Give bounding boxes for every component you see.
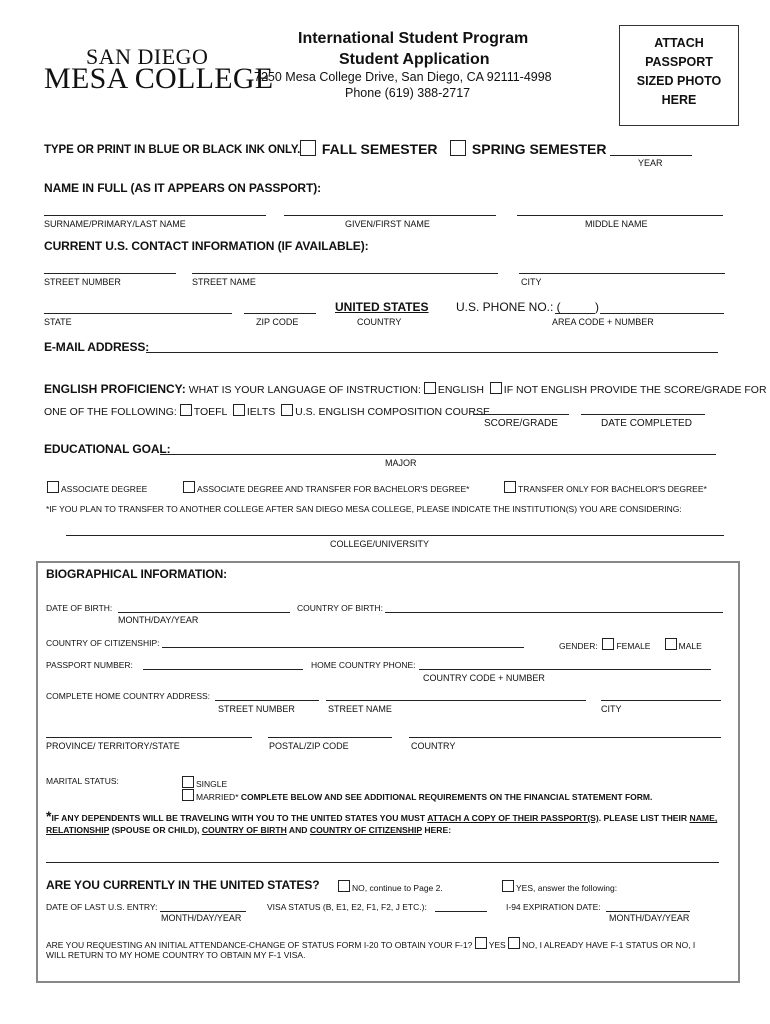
dependents-text-c: . PLEASE LIST THEIR	[598, 813, 690, 823]
college-phone: Phone (619) 388-2717	[345, 86, 471, 100]
single-label: SINGLE	[196, 779, 228, 789]
postal-caption: POSTAL/ZIP CODE	[269, 741, 349, 751]
i20-question: ARE YOU REQUESTING AN INITIAL ATTENDANCE-CHANGE OF STATUS FORM I-20 TO OBTAIN YOUR F-1?	[46, 940, 473, 950]
dependents-instruction	[46, 808, 717, 824]
us-area-code-field[interactable]	[555, 313, 595, 314]
associate-checkbox[interactable]	[47, 481, 59, 493]
not-english-checkbox[interactable]	[490, 382, 502, 394]
college-caption: COLLEGE/UNIVERSITY	[330, 539, 430, 549]
english-line2: ONE OF THE FOLLOWING:	[44, 406, 177, 418]
male-label: MALE	[678, 641, 702, 651]
us-phone-label: U.S. PHONE NO.: (	[456, 300, 561, 314]
passport-field[interactable]	[143, 669, 303, 670]
goal-heading: EDUCATIONAL GOAL:	[44, 442, 171, 456]
married-option[interactable]	[182, 789, 652, 802]
score-caption: SCORE/GRADE	[484, 418, 558, 429]
photo-box-line3: SIZED PHOTO	[636, 74, 722, 88]
province-caption: PROVINCE/ TERRITORY/STATE	[46, 741, 180, 751]
single-checkbox[interactable]	[182, 776, 194, 788]
transfer-only-label: TRANSFER ONLY FOR BACHELOR'S DEGREE*	[518, 484, 707, 494]
surname-caption: SURNAME/PRIMARY/LAST NAME	[44, 219, 186, 229]
composition-label: U.S. ENGLISH COMPOSITION COURSE	[295, 406, 490, 418]
major-caption: MAJOR	[385, 458, 417, 468]
in-us-question: ARE YOU CURRENTLY IN THE UNITED STATES?	[46, 878, 320, 892]
i20-row	[46, 937, 695, 950]
contact-heading: CURRENT U.S. CONTACT INFORMATION (IF AVAILABLE):	[44, 239, 369, 253]
composition-checkbox[interactable]	[281, 404, 293, 416]
i94-field[interactable]	[606, 911, 690, 912]
english-heading: ENGLISH PROFICIENCY:	[44, 382, 186, 396]
date-completed-caption: DATE COMPLETED	[601, 418, 692, 429]
last-entry-field[interactable]	[160, 911, 246, 912]
dependents-star: *	[46, 808, 52, 824]
home-city-caption: CITY	[601, 704, 622, 714]
single-option[interactable]	[182, 776, 227, 789]
logo-mesa-college: MESA COLLEGE	[44, 62, 274, 95]
assoc-transfer-checkbox[interactable]	[183, 481, 195, 493]
citizenship-field[interactable]	[162, 647, 524, 648]
male-checkbox[interactable]	[665, 638, 677, 650]
us-zip-caption: ZIP CODE	[256, 317, 299, 327]
fall-semester-checkbox[interactable]	[300, 140, 316, 156]
dependents-text-f: (SPOUSE OR CHILD),	[109, 825, 202, 835]
transfer-only-checkbox[interactable]	[504, 481, 516, 493]
i20-no-label: NO, I ALREADY HAVE F-1 STATUS OR NO, I	[522, 940, 696, 950]
us-phone-paren: )	[595, 300, 599, 314]
email-label: E-MAIL ADDRESS:	[44, 340, 150, 354]
toefl-checkbox[interactable]	[180, 404, 192, 416]
postal-field[interactable]	[268, 737, 392, 738]
visa-field[interactable]	[435, 911, 487, 912]
us-city-field[interactable]	[519, 273, 725, 274]
ielts-checkbox[interactable]	[233, 404, 245, 416]
photo-box[interactable]	[619, 25, 739, 126]
home-phone-label: HOME COUNTRY PHONE:	[311, 660, 416, 670]
dependents-text-j: HERE:	[421, 825, 452, 835]
dependents-instruction-line2	[46, 825, 451, 835]
spring-semester-label: SPRING SEMESTER	[471, 141, 607, 157]
home-street-name-field[interactable]	[326, 700, 586, 701]
fall-semester-label: FALL SEMESTER	[321, 141, 438, 157]
married-note: COMPLETE BELOW AND SEE ADDITIONAL REQUIREMENTS ON THE FINANCIAL STATEMENT FORM.	[240, 792, 653, 802]
year-field[interactable]	[610, 155, 692, 156]
photo-box-line4: HERE	[661, 93, 697, 107]
province-field[interactable]	[46, 737, 252, 738]
cob-field[interactable]	[385, 612, 723, 613]
home-phone-caption: COUNTRY CODE + NUMBER	[423, 673, 545, 683]
associate-option[interactable]	[47, 481, 147, 494]
transfer-only-option[interactable]	[504, 481, 707, 494]
dependents-field[interactable]	[46, 862, 719, 863]
dependents-text-d: NAME,	[689, 813, 718, 823]
us-city-caption: CITY	[521, 277, 542, 287]
home-street-number-caption: STREET NUMBER	[218, 704, 295, 714]
i94-label: I-94 EXPIRATION DATE:	[506, 902, 601, 912]
home-address-label: COMPLETE HOME COUNTRY ADDRESS:	[46, 691, 211, 701]
home-street-name-caption: STREET NAME	[328, 704, 392, 714]
given-name-caption: GIVEN/FIRST NAME	[345, 219, 430, 229]
transfer-note: *IF YOU PLAN TO TRANSFER TO ANOTHER COLLEGE AFTER SAN DIEGO MESA COLLEGE, PLEASE INDICATE THE INSTITUTION(S) YOU ARE CONSIDERING:	[46, 504, 682, 514]
ink-instruction: TYPE OR PRINT IN BLUE OR BLACK INK ONLY.	[44, 144, 301, 156]
us-phone-number-field[interactable]	[600, 313, 724, 314]
female-checkbox[interactable]	[602, 638, 614, 650]
in-us-no-checkbox[interactable]	[338, 880, 350, 892]
visa-label: VISA STATUS (B, E1, E2, F1, F2, J ETC.):	[267, 902, 427, 912]
major-field[interactable]	[160, 454, 716, 455]
dependents-text-i: COUNTRY OF CITIZENSHIP	[309, 825, 422, 835]
home-phone-field[interactable]	[419, 669, 711, 670]
date-completed-field[interactable]	[581, 414, 705, 415]
passport-label: PASSPORT NUMBER:	[46, 660, 133, 670]
form-title: International Student Program	[298, 30, 529, 47]
marital-label: MARITAL STATUS:	[46, 776, 119, 786]
us-street-name-field[interactable]	[192, 273, 498, 274]
last-entry-label: DATE OF LAST U.S. ENTRY:	[46, 902, 158, 912]
dependents-text-b: ATTACH A COPY OF THEIR PASSPORT(S)	[427, 813, 599, 823]
dob-label: DATE OF BIRTH:	[46, 603, 113, 613]
citizenship-label: COUNTRY OF CITIZENSHIP:	[46, 638, 160, 648]
not-english-option: IF NOT ENGLISH PROVIDE THE SCORE/GRADE FOR	[503, 384, 767, 396]
married-checkbox[interactable]	[182, 789, 194, 801]
spring-semester-checkbox[interactable]	[450, 140, 466, 156]
dependents-text-g: COUNTRY OF BIRTH	[201, 825, 287, 835]
cob-label: COUNTRY OF BIRTH:	[297, 603, 383, 613]
english-checkbox[interactable]	[424, 382, 436, 394]
home-country-caption: COUNTRY	[411, 741, 456, 751]
married-label: MARRIED*	[196, 792, 239, 802]
ielts-label: IELTS	[246, 406, 276, 418]
us-state-caption: STATE	[44, 317, 72, 327]
dob-field[interactable]	[118, 612, 290, 613]
us-phone-caption: AREA CODE + NUMBER	[552, 317, 654, 327]
home-city-field[interactable]	[601, 700, 721, 701]
gender-label: GENDER:	[559, 641, 598, 651]
i20-yes-label: YES	[488, 940, 506, 950]
photo-box-line1: ATTACH	[654, 36, 704, 50]
college-field[interactable]	[66, 535, 724, 536]
english-option: ENGLISH	[437, 384, 484, 396]
name-heading: NAME IN FULL (AS IT APPEARS ON PASSPORT):	[44, 181, 322, 195]
associate-label: ASSOCIATE DEGREE	[61, 484, 148, 494]
middle-name-caption: MIDDLE NAME	[585, 219, 648, 229]
english-question: WHAT IS YOUR LANGUAGE OF INSTRUCTION:	[188, 384, 421, 396]
photo-box-line2: PASSPORT	[645, 55, 713, 69]
in-us-yes-checkbox[interactable]	[502, 880, 514, 892]
spring-semester-option[interactable]	[450, 140, 606, 157]
email-field[interactable]	[146, 352, 718, 353]
last-entry-caption: MONTH/DAY/YEAR	[161, 913, 242, 923]
dob-caption: MONTH/DAY/YEAR	[118, 615, 199, 625]
i20-yes-checkbox[interactable]	[475, 937, 487, 949]
home-street-number-field[interactable]	[215, 700, 319, 701]
i20-no-checkbox[interactable]	[508, 937, 520, 949]
english-row2	[44, 404, 490, 418]
logo-san-diego: SAN DIEGO	[86, 44, 209, 69]
given-name-field[interactable]	[284, 215, 496, 216]
i94-caption: MONTH/DAY/YEAR	[609, 913, 690, 923]
dependents-text-e: RELATIONSHIP	[46, 825, 110, 835]
year-caption: YEAR	[638, 158, 663, 168]
i20-question-line2: WILL RETURN TO MY HOME COUNTRY TO OBTAIN MY F-1 VISA.	[46, 950, 306, 960]
us-street-name-caption: STREET NAME	[192, 277, 256, 287]
us-zip-field[interactable]	[244, 313, 316, 314]
college-address: 7250 Mesa College Drive, San Diego, CA 92111-4998	[254, 70, 552, 84]
us-street-number-field[interactable]	[44, 273, 176, 274]
gender-row	[559, 638, 702, 651]
in-us-yes-label: YES, answer the following:	[516, 883, 618, 893]
dependents-text-a: IF ANY DEPENDENTS WILL BE TRAVELING WITH YOU TO THE UNITED STATES YOU MUST	[51, 813, 428, 823]
score-field[interactable]	[473, 414, 569, 415]
female-label: FEMALE	[616, 641, 651, 651]
bio-heading: BIOGRAPHICAL INFORMATION:	[46, 567, 228, 581]
surname-field[interactable]	[44, 215, 266, 216]
fall-semester-option[interactable]	[300, 140, 438, 157]
assoc-transfer-label: ASSOCIATE DEGREE AND TRANSFER FOR BACHELOR'S DEGREE*	[197, 484, 470, 494]
in-us-no-label: NO, continue to Page 2.	[352, 883, 443, 893]
us-country-value: UNITED STATES	[335, 300, 429, 314]
middle-name-field[interactable]	[517, 215, 723, 216]
in-us-no-option[interactable]	[338, 880, 443, 893]
assoc-transfer-option[interactable]	[183, 481, 469, 494]
us-state-field[interactable]	[44, 313, 232, 314]
us-country-caption: COUNTRY	[357, 317, 402, 327]
dependents-text-h: AND	[286, 825, 310, 835]
in-us-yes-option[interactable]	[502, 880, 617, 893]
toefl-label: TOEFL	[193, 406, 228, 418]
home-country-field[interactable]	[409, 737, 721, 738]
us-street-number-caption: STREET NUMBER	[44, 277, 121, 287]
form-subtitle: Student Application	[339, 51, 490, 68]
english-row1	[44, 382, 767, 396]
